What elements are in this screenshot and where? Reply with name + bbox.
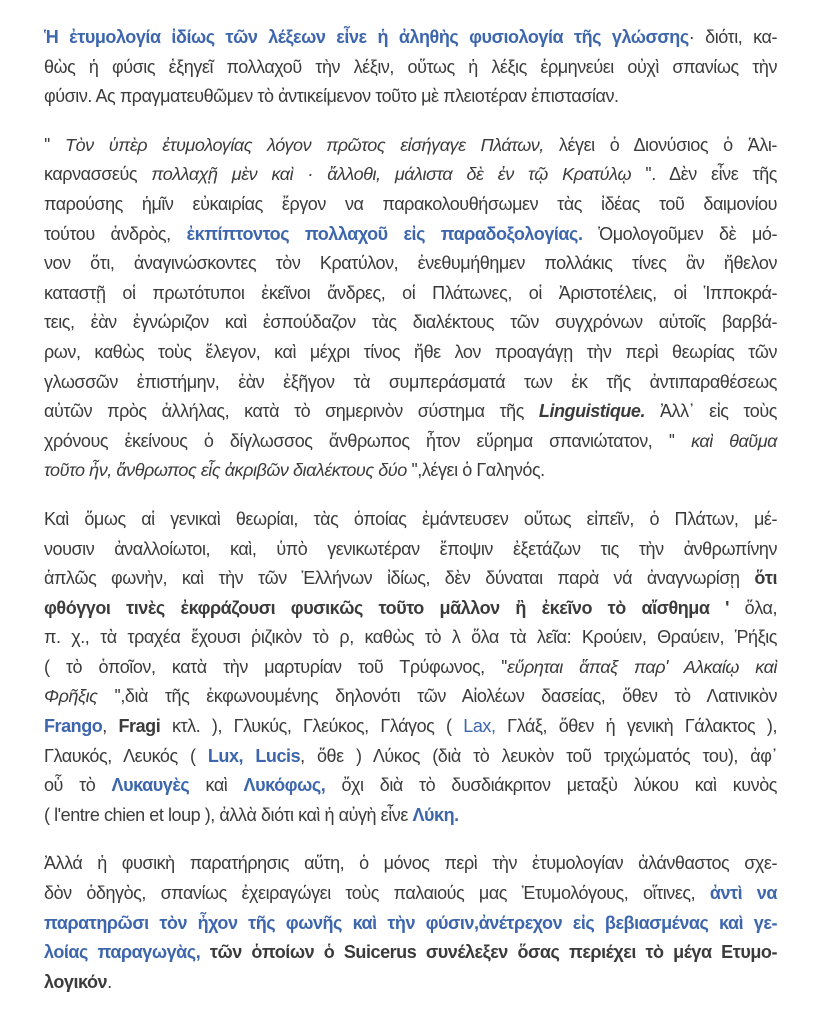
text-line [44, 456, 777, 486]
highlighted-text: ἀντὶ να [709, 883, 777, 904]
highlighted-text: Λυκόφως, [243, 775, 326, 796]
text-run: Ὁμολογοῦμεν δὲ μό- [582, 223, 778, 244]
paragraph [44, 131, 777, 486]
text-line [44, 771, 777, 801]
text-line [44, 968, 777, 998]
text-run: , [102, 716, 119, 737]
text-run: Γλάξ, ὅθεν ἡ γενικὴ Γάλακτος ), [495, 716, 778, 737]
text-run: χρόνους ἐκείνους ὁ δίγλωσσος ἄνθρωπος ἦτον εὕρημα σπανιώτατον, '' [44, 430, 692, 451]
text-line [44, 653, 777, 683]
text-line [44, 397, 777, 427]
text-run: , ὅθε ) Λύκος (διὰ τὸ λευκὸν τοῦ τριχώματός του), ἀφ᾽ [300, 745, 777, 766]
text-run: καὶ [189, 775, 244, 796]
text-run: ὄχι διὰ τὸ δυσδιάκριτον μεταξὺ λύκου καὶ κυνὸς [325, 775, 778, 796]
text-line [44, 801, 777, 831]
text-line [44, 564, 777, 594]
highlighted-text: λοίας παραγωγὰς, [44, 942, 201, 963]
emphasized-text: πολλαχῇ μὲν καὶ · ἄλλοθι, μάλιστα δὲ ἐν τῷ Κρατύλῳ [151, 164, 632, 185]
text-line [44, 53, 777, 83]
text-line [44, 427, 777, 457]
text-run: θὼς ἡ φύσις ἐξηγεῖ πολλαχοῦ τὴν λέξιν, οὕτως ἡ λέξις ἑρμηνεύει οὐχὶ σπανίως τὴν [44, 56, 777, 77]
document-page [44, 23, 777, 1016]
text-run: Ἀλλά ἡ φυσικὴ παρατήρησις αὕτη, ὁ μόνος περὶ τὴν ἐτυμολογίαν ἀλάνθαστος σχε- [44, 853, 777, 874]
text-run: ( τὸ ὁποῖον, κατὰ τὴν μαρτυρίαν τοῦ Τρύφωνος, '' [44, 656, 508, 677]
highlighted-text: Lax, [463, 716, 496, 737]
text-run: Καὶ ὅμως αἱ γενικαὶ θεωρίαι, τὰς ὁποίας ἐμάντευσεν οὕτως εἰπεῖν, ὁ Πλάτων, μέ- [44, 508, 777, 529]
text-run: τούτου ἀνδρὸς, [44, 223, 187, 244]
text-run: . [107, 971, 112, 992]
emphasized-text: φθόγγοι τινὲς ἐκφράζουσι φυσικῶς τοῦτο μᾶλλον ἢ ἐκεῖνο τὸ αἴσθημα ' [44, 597, 729, 618]
text-line [44, 279, 777, 309]
text-line [44, 594, 777, 624]
text-run: τεις, ἐὰν ἐγνώριζον καὶ ἐσπούδαζον τὰς διαλέκτους τῶν συγχρόνων αὑτοῖς βαρβά- [44, 312, 777, 333]
text-run: ρων, καθὼς τοὺς ἔλεγον, καὶ μέχρι τίνος ἤθε λον προαγάγῃ τὴν περὶ θεωρίας τῶν [44, 341, 777, 362]
emphasized-text: Φρῆξις [44, 686, 98, 707]
text-run: '' [44, 134, 66, 155]
text-line [44, 909, 777, 939]
text-line [44, 82, 777, 112]
text-line [44, 682, 777, 712]
text-run: · διότι, κα- [688, 27, 777, 47]
highlighted-text: παρατηρῶσι τὸν ἦχον τῆς φωνῆς καὶ τὴν φύσιν,ἀνέτρεχον εἰς βεβιασμένας καὶ γε- [44, 912, 777, 933]
text-run: αὐτῶν πρὸς ἀλλήλας, κατὰ τὸ σημερινὸν σύστημα τῆς [44, 401, 539, 422]
text-run: γλωσσῶν ἐπιστήμην, ἐὰν ἐξῆγον τὰ συμπεράσματά των ἐκ τῆς ἀντιπαραθέσεως [44, 371, 777, 392]
highlighted-text: Λυκαυγὲς [111, 775, 190, 796]
text-run: λέγει ὁ Διονύσιος ὁ Ἁλι- [543, 134, 777, 155]
text-line [44, 938, 777, 968]
text-run: Ἀλλ᾽ εἰς τοὺς [645, 401, 777, 422]
text-line [44, 249, 777, 279]
text-line [44, 535, 777, 565]
text-run: '',λέγει ὁ Γαληνός. [406, 460, 545, 481]
text-run: ἁπλῶς φωνὴν, καὶ τὴν τῶν Ἑλλήνων ἰδίως, δὲν δύναται παρὰ νά ἀναγνωρίσῃ [44, 568, 755, 589]
text-run: οὗ τὸ [44, 775, 112, 796]
text-line [44, 879, 777, 909]
emphasized-text: Linguistique. [538, 401, 646, 422]
text-line [44, 623, 777, 653]
text-run: δὸν ὁδηγὸς, σπανίως ἐχειραγώγει τοὺς παλαιούς μας Ἐτυμολόγους, οἵτινες, [44, 883, 710, 904]
text-run: νον ὅτι, ἀναγινώσκοντες τὸν Κρατύλον, ἐνεθυμήθημεν πολλάκις τίνες ἂν ἤθελον [44, 253, 777, 274]
emphasized-text: Fragi [118, 716, 161, 737]
paragraph [44, 505, 777, 831]
emphasized-text: εὕρηται ἅπαξ παρ' Αλκαίῳ καὶ [507, 656, 777, 677]
text-run: κτλ. ), Γλυκύς, Γλεύκος, Γλάγος ( [160, 716, 464, 737]
text-run: '',διὰ τῆς ἐκφωνουμένης δηλονότι τῶν Αἰολέων δασείας, ὅθεν τὸ Λατινικὸν [97, 686, 777, 707]
paragraph [44, 23, 777, 112]
paragraph [44, 849, 777, 997]
text-line [44, 131, 777, 161]
text-run: ( l'entre chien et loup ), ἀλλὰ διότι καὶ ἡ αὐγὴ εἶνε [44, 804, 413, 825]
text-line [44, 190, 777, 220]
emphasized-text: τῶν ὁποίων ὁ Suicerus συνέλεξεν ὅσας περιέχει τὸ μέγα Ετυμο- [200, 942, 777, 963]
text-line [44, 368, 777, 398]
emphasized-text: λογικόν [44, 971, 108, 992]
text-run: π. χ., τὰ τραχέα ἔχουσι ῥιζικὸν τὸ ρ, καθὼς τὸ λ ὅλα τὰ λεῖα: Κρούειν, Θραύειν, Ῥήξις [44, 627, 777, 648]
text-run: ὅλα, [728, 597, 777, 618]
text-run: παρούσης ἡμῖν εὐκαιρίας ἔργον να παρακολουθήσωμεν τὰς ἰδέας τοῦ δαιμονίου [44, 193, 777, 214]
text-line [44, 23, 777, 53]
emphasized-text: ὅτι [754, 568, 777, 589]
emphasized-text: Τὸν ὑπὲρ ἐτυμολογίας λόγον πρῶτος εἰσήγαγε Πλάτων, [65, 134, 544, 155]
text-line [44, 308, 777, 338]
text-run: φύσιν. Ας πραγματευθῶμεν τὸ ἀντικείμενον τοῦτο μὲ πλειοτέραν ἐπιστασίαν. [44, 86, 619, 107]
text-line [44, 712, 777, 742]
text-line [44, 505, 777, 535]
text-run: ''. Δὲν εἶνε τῆς [631, 164, 777, 185]
highlighted-text: Lux, Lucis [207, 745, 301, 766]
text-run: καταστῇ οἱ πρωτότυποι ἐκεῖνοι ἄνδρες, οἱ Πλάτωνες, οἱ Ἀριστοτέλεις, οἱ Ἱπποκρά- [44, 282, 777, 303]
emphasized-text: τοῦτο ἦν, ἄνθρωπος εἷς ἀκριβῶν διαλέκτους δύο [44, 460, 407, 481]
text-line [44, 160, 777, 190]
highlighted-text: Λύκη. [412, 804, 459, 825]
emphasized-text: καὶ θαῦμα [691, 430, 777, 451]
text-line [44, 338, 777, 368]
text-run: Γλαυκός, Λευκός ( [44, 745, 208, 766]
text-run: νουσιν ἀναλλοίωτοι, καὶ, ὑπὸ γενικωτέραν ἔποψιν ἐξετάζων τις τὴν ἀνθρωπίνην [44, 538, 777, 559]
highlighted-text: Frango [44, 716, 103, 737]
text-line [44, 742, 777, 772]
text-line [44, 849, 777, 879]
text-run: καρνασσεύς [44, 164, 152, 185]
text-line [44, 220, 777, 250]
highlighted-text: ἐκπίπτοντος πολλαχοῦ εἰς παραδοξολογίας. [186, 223, 583, 244]
highlighted-text: Ἡ ἐτυμολογία ἰδίως τῶν λέξεων εἶνε ἡ ἀληθὴς φυσιολογία τῆς γλώσσης [44, 27, 689, 47]
